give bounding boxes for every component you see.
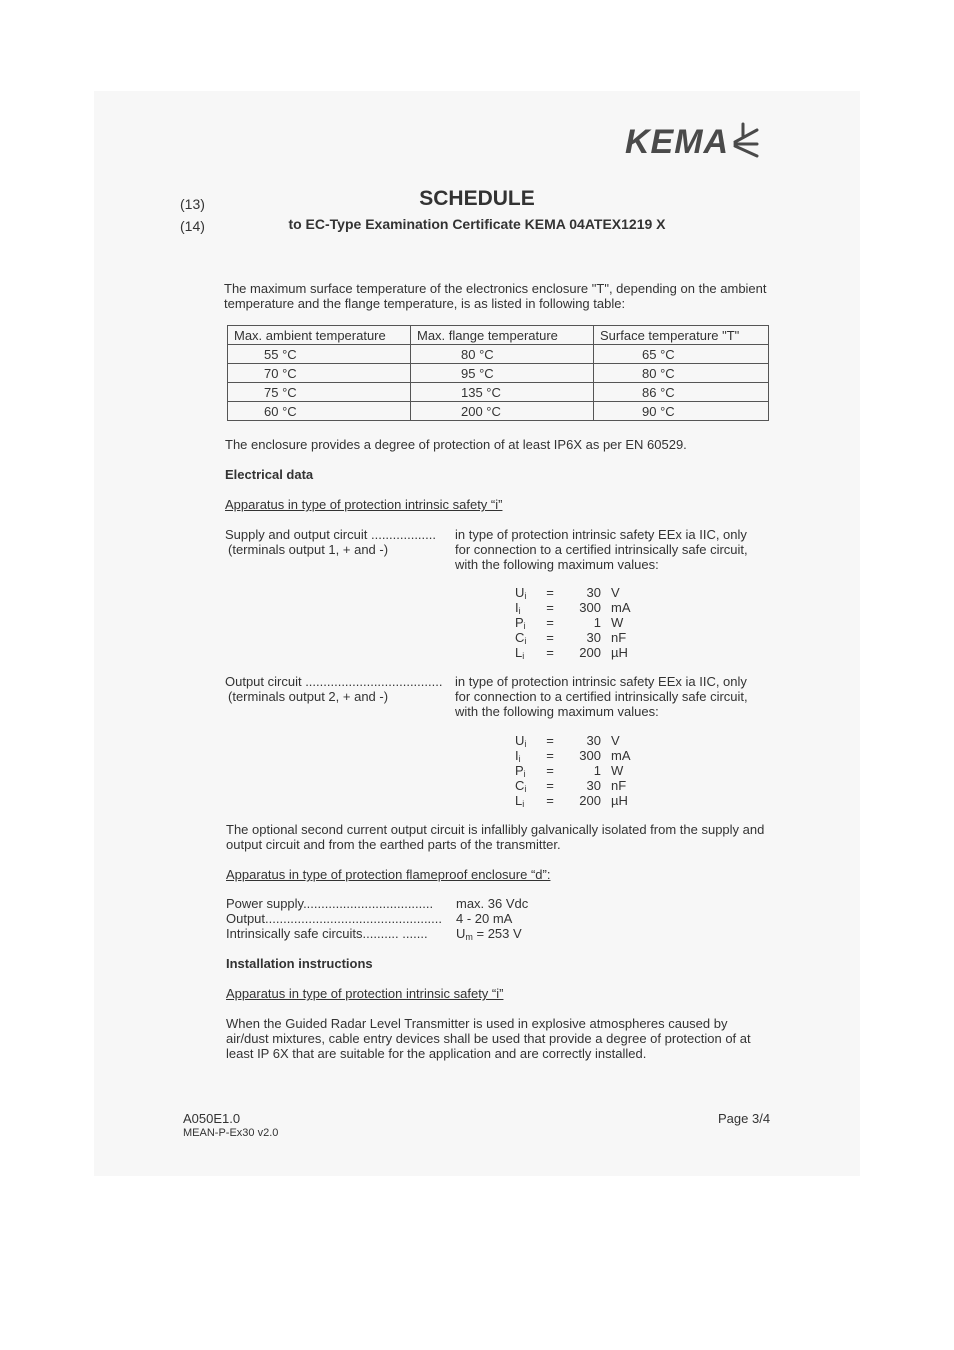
intrinsically-safe-value: $U_m = 253$ V (456, 926, 522, 942)
logo-text: KEMA (625, 123, 730, 161)
value-row: $P_i$ = 1 W (515, 763, 624, 779)
output-terminals-label: (terminals output 2, + and -) (228, 689, 389, 704)
installation-heading: Installation instructions (226, 956, 373, 971)
isolation-line-1: The optional second current output circuit is infallibly galvanically isolated from the supply and (226, 822, 765, 837)
installation-subheading: Apparatus in type of protection intrinsic safety “i” (226, 986, 504, 1001)
table-cell: 80 °C (594, 364, 769, 383)
table-cell: 55 °C (228, 345, 411, 364)
installation-line-1: When the Guided Radar Level Transmitter is used in explosive atmospheres caused by (226, 1016, 728, 1031)
intrinsic-safety-heading: Apparatus in type of protection intrinsic safety “i” (225, 497, 503, 512)
value-row: $I_i$ = 300 mA (515, 748, 631, 764)
output-desc-line-2: for connection to a certified intrinsically safe circuit, (455, 689, 748, 704)
table-cell: 60 °C (228, 402, 411, 421)
supply-max-values (515, 585, 641, 660)
output-label: Output................................................. (226, 911, 443, 926)
value-row: $L_i$ = 200 µH (515, 645, 628, 661)
output-desc-line-3: with the following maximum values: (455, 704, 659, 719)
supply-desc-line-2: for connection to a certified intrinsically safe circuit, (455, 542, 748, 557)
value-row: $U_i$ = 30 V (515, 733, 620, 749)
table-row (228, 402, 769, 421)
table-cell: 90 °C (594, 402, 769, 421)
page-number: Page 3/4 (718, 1111, 771, 1126)
value-row: $C_i$ = 30 nF (515, 778, 627, 794)
table-cell: 70 °C (228, 364, 411, 383)
supply-desc-line-3: with the following maximum values: (455, 557, 659, 572)
footer-form-code: MEAN-P-Ex30 v2.0 (183, 1127, 279, 1139)
table-cell: 65 °C (594, 345, 769, 364)
table-cell: 135 °C (411, 383, 594, 402)
column-header: Surface temperature "T" (594, 326, 769, 345)
kema-mark-icon (731, 122, 761, 158)
table-header-row (228, 326, 769, 345)
output-circuit-label: Output circuit ...................................... (225, 674, 443, 689)
supply-terminals-label: (terminals output 1, + and -) (228, 542, 389, 557)
output-desc-line-1: in type of protection intrinsic safety EEx ia IIC, only (455, 674, 747, 689)
page-subtitle: to EC-Type Examination Certificate KEMA 04ATEX1219 X (288, 216, 666, 232)
intro-line-2: temperature and the flange temperature, is as listed in following table: (224, 296, 626, 311)
section-number-13: (13) (180, 196, 205, 212)
flameproof-heading: Apparatus in type of protection flameproof enclosure “d”: (226, 867, 551, 882)
value-row: $C_i$ = 30 nF (515, 630, 627, 646)
table-cell: 95 °C (411, 364, 594, 383)
supply-circuit-label: Supply and output circuit .................. (225, 527, 436, 542)
output-max-values (515, 733, 641, 808)
power-supply-label: Power supply.................................... (226, 896, 434, 911)
footer-code: A050E1.0 (183, 1111, 241, 1126)
installation-line-3: least IP 6X that are suitable for the application and are correctly installed. (226, 1046, 647, 1061)
table-cell: 86 °C (594, 383, 769, 402)
temperature-table (227, 325, 769, 421)
supply-desc-line-1: in type of protection intrinsic safety EEx ia IIC, only (455, 527, 747, 542)
installation-line-2: air/dust mixtures, cable entry devices shall be used that provide a degree of protection of at (226, 1031, 751, 1046)
value-row: $P_i$ = 1 W (515, 615, 624, 631)
table-row (228, 345, 769, 364)
kema-logo (625, 118, 761, 162)
column-header: Max. ambient temperature (228, 326, 411, 345)
column-header: Max. flange temperature (411, 326, 594, 345)
section-number-14: (14) (180, 218, 205, 234)
isolation-line-2: output circuit and from the earthed parts of the transmitter. (226, 837, 561, 852)
enclosure-note: The enclosure provides a degree of protection of at least IP6X as per EN 60529. (225, 437, 687, 452)
page-title: SCHEDULE (419, 187, 535, 210)
value-row: $I_i$ = 300 mA (515, 600, 631, 616)
intrinsically-safe-label: Intrinsically safe circuits.......... ....... (226, 926, 428, 941)
table-row (228, 383, 769, 402)
table-cell: 200 °C (411, 402, 594, 421)
intro-line-1: The maximum surface temperature of the electronics enclosure "T", depending on the ambient (224, 281, 767, 296)
power-supply-value: max. 36 Vdc (456, 896, 529, 911)
table-row (228, 364, 769, 383)
document-page (94, 91, 860, 1176)
value-row: $L_i$ = 200 µH (515, 793, 628, 809)
output-value: 4 - 20 mA (456, 911, 513, 926)
table-cell: 80 °C (411, 345, 594, 364)
table-cell: 75 °C (228, 383, 411, 402)
electrical-data-heading: Electrical data (225, 467, 314, 482)
value-row: $U_i$ = 30 V (515, 585, 620, 601)
